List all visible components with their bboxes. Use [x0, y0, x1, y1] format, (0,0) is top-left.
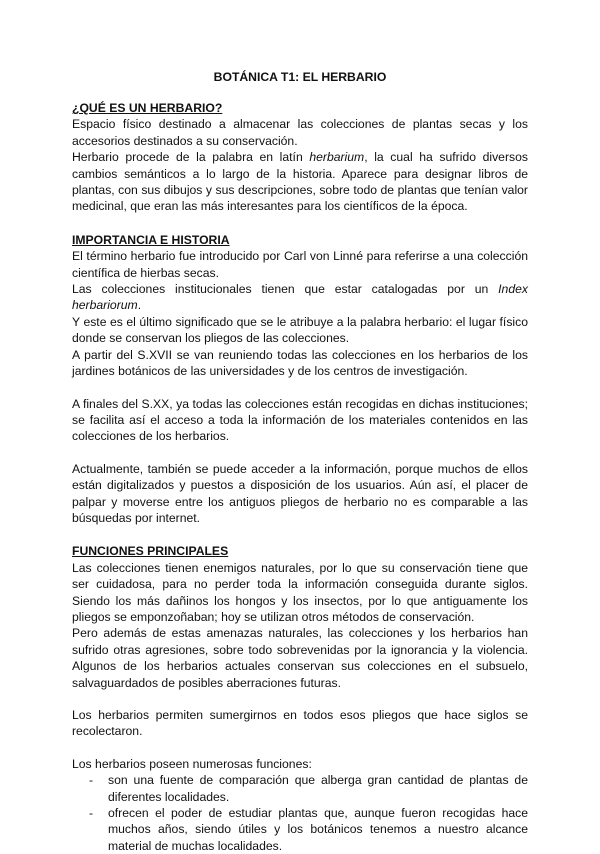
document-title: BOTÁNICA T1: EL HERBARIO	[213, 70, 387, 84]
paragraph: Los herbarios poseen numerosas funciones:	[72, 756, 312, 771]
document-body	[72, 100, 528, 854]
functions-list	[72, 772, 528, 854]
paragraph: Actualmente, también se puede acceder a la información, porque muchos de ellos están digitalizados y puestos a disposición de los usuarios. Aún así, el placer de palpar y moverse entre los antiguos pliegos de herbario no es comparable a las búsquedas por internet.	[72, 461, 528, 525]
paragraph: Pero además de estas amenazas naturales, las colecciones y los herbarios han sufrido otras agresiones, sobre todo sobrevenidas por la ignorancia y la violencia. Algunos de los herbarios actuales conservan sus colecciones en el subsuelo, salvaguardados de posibles aberraciones futuras.	[72, 626, 528, 690]
paragraph: Las colecciones tienen enemigos naturales, por lo que su conservación tiene que ser cuidadosa, para no perder toda la información conseguida durante siglos. Siendo los más dañinos los hongos y los insectos, por lo que antiguamente los pliegos se emponzoñaban; hoy se utilizan otros métodos de conservación.	[72, 560, 528, 624]
paragraph: A partir del S.XVII se van reuniendo todas las colecciones en los herbarios de los jardines botánicos de las universidades y de los centros de investigación.	[72, 347, 528, 379]
paragraph: A finales del S.XX, ya todas las colecciones están recogidas en dichas instituciones; se facilita así el acceso a toda la información de los materiales contenidos en las colecciones de los herbarios.	[72, 396, 528, 444]
list-item: - ofrecen el poder de estudiar plantas que, aunque fueron recogidas hace muchos años, siendo útiles y los botánicos tenemos a nuestro alcance material de muchas localidades.	[89, 806, 528, 853]
paragraph: Herbario procede de la palabra en latín herbarium, la cual ha sufrido diversos cambios semánticos a lo largo de la historia. Aparece para designar libros de plantas, con sus dibujos y sus descripciones, sobre todo de plantas que tenían valor medicinal, que eran las más interesantes para los científicos de la época.	[72, 150, 528, 214]
section-heading-importancia: IMPORTANCIA E HISTORIA	[72, 232, 230, 247]
paragraph: Y este es el último significado que se le atribuye a la palabra herbario: el lugar físico donde se conservan los pliegos de las colecciones.	[72, 314, 528, 346]
paragraph: El término herbario fue introducido por Carl von Linné para referirse a una colección científica de hierbas secas.	[72, 249, 528, 280]
paragraph: Las colecciones institucionales tienen que estar catalogadas por un Index herbariorum.	[72, 282, 528, 313]
latin-term: herbarium	[309, 150, 365, 165]
list-item: - son una fuente de comparación que alberga gran cantidad de plantas de diferentes localidades.	[89, 773, 528, 804]
paragraph: Los herbarios permiten sumergirnos en todos esos pliegos que hace siglos se recolectaron.	[72, 708, 528, 739]
section-heading-funciones: FUNCIONES PRINCIPALES	[72, 544, 229, 559]
section-heading-que-es: ¿QUÉ ES UN HERBARIO?	[72, 101, 223, 115]
paragraph: Espacio físico destinado a almacenar las colecciones de plantas secas y los accesorios destinados a su conservación.	[72, 117, 528, 148]
latin-term: Index herbariorum	[72, 282, 528, 313]
